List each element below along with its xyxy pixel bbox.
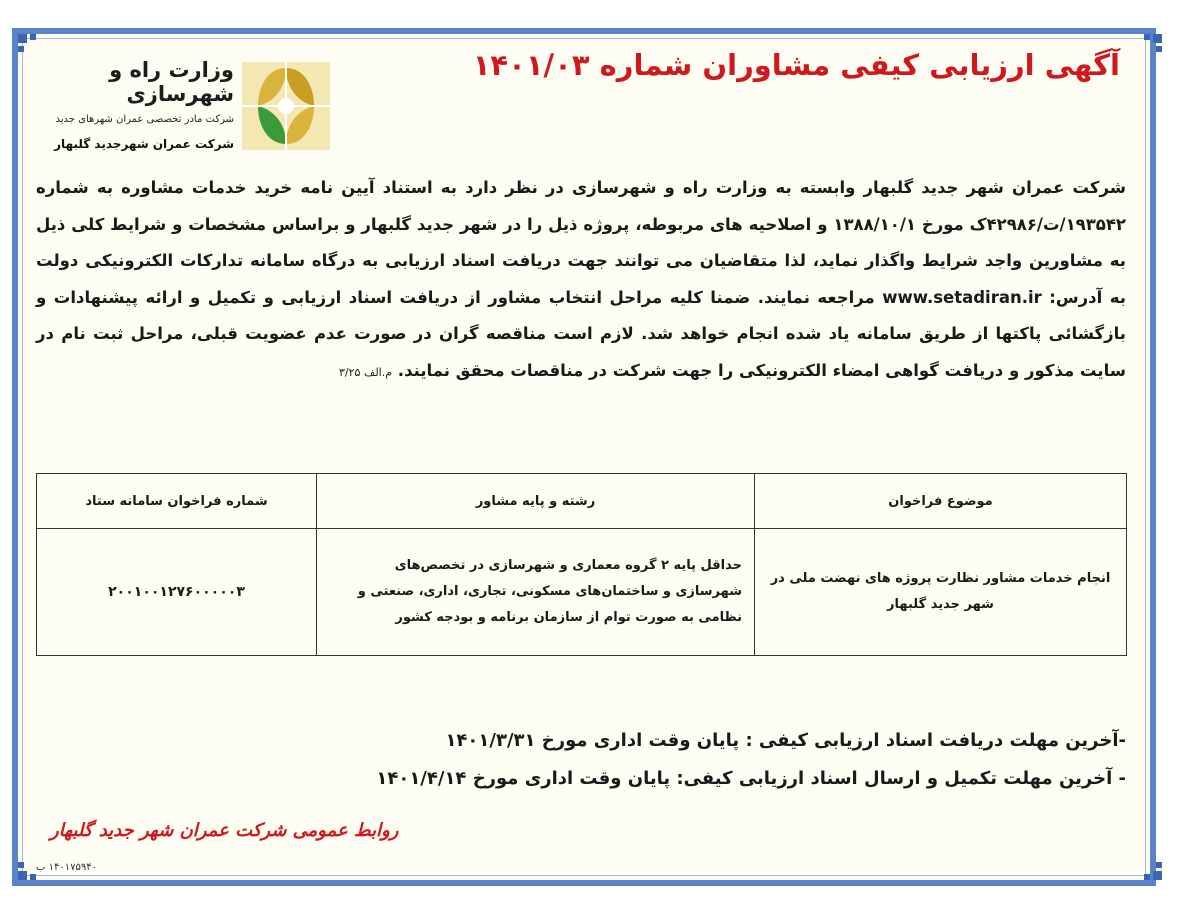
tender-table — [36, 473, 1127, 656]
cell-subject: انجام خدمات مشاور نظارت پروژه های نهضت ملی در شهر جدید گلبهار — [755, 529, 1127, 656]
header-subject: موضوع فراخوان — [755, 474, 1127, 529]
ad-frame — [12, 28, 1156, 886]
deadline-submit: - آخرین مهلت تکمیل و ارسال اسناد ارزیابی کیفی: پایان وقت اداری مورخ ۱۴۰۱/۴/۱۴ — [376, 768, 1126, 789]
company-logo-icon — [238, 58, 334, 154]
header-field: رشته و پایه مشاور — [317, 474, 755, 529]
deadline-receive: -آخرین مهلت دریافت اسناد ارزیابی کیفی : پایان وقت اداری مورخ ۱۴۰۱/۳/۳۱ — [445, 730, 1126, 751]
corner-ornament-top-right — [1140, 34, 1162, 56]
ad-reference-note: م.الف ۳/۲۵ — [339, 365, 393, 379]
header-number: شماره فراخوان سامانه ستاد — [37, 474, 317, 529]
ministry-name: وزارت راه و شهرسازی — [109, 58, 234, 106]
public-relations-signature: روابط عمومی شرکت عمران شهر جدید گلبهار — [50, 820, 399, 841]
parent-company-name: شرکت مادر تخصصی عمران شهرهای جدید — [55, 114, 234, 125]
table-header-row — [37, 474, 1127, 529]
table-row — [37, 529, 1127, 656]
organization-block — [22, 58, 234, 151]
ad-title: آگهی ارزیابی کیفی مشاوران شماره ۱۴۰۱/۰۳ — [472, 48, 1120, 82]
corner-ornament-bottom-right — [1140, 858, 1162, 880]
corner-ornament-top-left — [18, 34, 40, 56]
cell-field: حداقل پایه ۲ گروه معماری و شهرسازی در تخصص‌های شهرسازی و ساختمان‌های مسکونی، تجاری، اداری، صنعتی و نظامی به صورت توام از سازمان برنامه و بودجه کشور — [317, 529, 755, 656]
company-name: شرکت عمران شهرجدید گلبهار — [54, 137, 234, 151]
ad-body-paragraph: شرکت عمران شهر جدید گلبهار وابسته به وزارت راه و شهرسازی در نظر دارد به استناد آیین نامه خرید خدمات مشاوره به شماره ۱۹۳۵۴۲/ت/۴۲۹۸۶ک مورخ ۱۳۸۸/۱۰/۱ و اصلاحیه های مربوطه، پروژه ذیل را در شهر جدید گلبهار و براساس مشخصات و شرایط کلی ذیل به مشاورین واجد شرایط واگذار نماید، لذا متقاضیان می توانند جهت دریافت اسناد ارزیابی به درگاه سامانه تدارکات الکترونیکی دولت به آدرس: www.setadiran.ir مراجعه نمایند. ضمنا کلیه مراحل انتخاب مشاور از دریافت اسناد ارزیابی و تکمیل و ارائه پیشنهادات و بازگشائی پاکتها از طریق سامانه یاد شده انجام خواهد شد. لازم است مناقصه گران در صورت عدم عضویت قبلی، مراحل ثبت نام در سایت مذکور و دریافت گواهی امضاء الکترونیکی را جهت شرکت در مناقصات محقق نمایند. — [36, 178, 1126, 380]
cell-number: ۲۰۰۱۰۰۱۲۷۶۰۰۰۰۰۳ — [37, 529, 317, 656]
publication-code: ۱۴۰۱۷۵۹۴۰ ب — [36, 862, 97, 873]
ad-body — [36, 170, 1126, 391]
